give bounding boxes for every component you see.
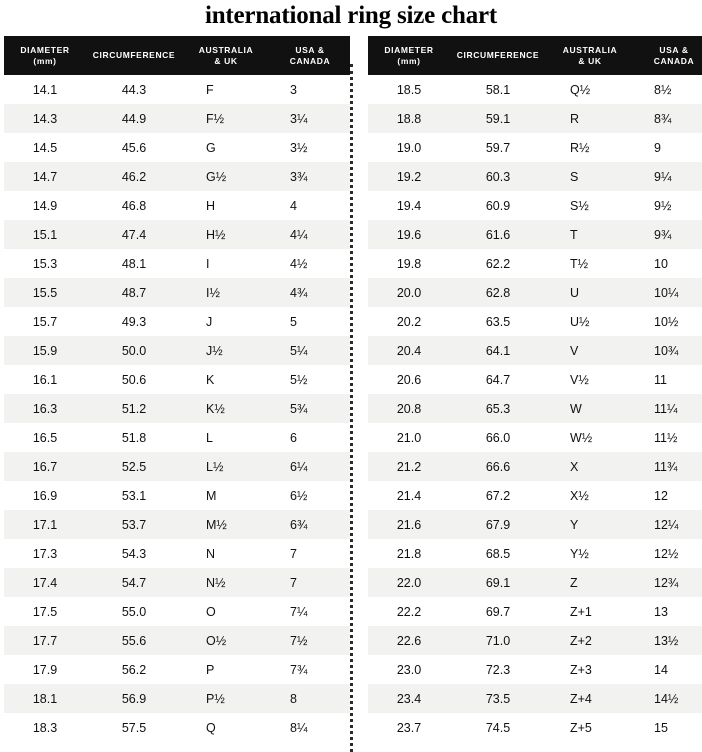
table-header-left [4, 36, 350, 75]
cell-diameter: 20.6 [368, 365, 450, 394]
cell-australia-uk: Y½ [546, 539, 634, 568]
cell-usa-canada: 9¾ [634, 220, 702, 249]
table-row [368, 597, 702, 626]
cell-australia-uk: K [182, 365, 270, 394]
table-row [4, 162, 350, 191]
cell-australia-uk: S½ [546, 191, 634, 220]
cell-usa-canada: 12¼ [634, 510, 702, 539]
cell-diameter: 20.4 [368, 336, 450, 365]
cell-circumference: 72.3 [450, 655, 546, 684]
cell-diameter: 19.6 [368, 220, 450, 249]
table-row [4, 75, 350, 104]
table-row [4, 133, 350, 162]
table-row [368, 568, 702, 597]
cell-diameter: 17.9 [4, 655, 86, 684]
cell-australia-uk: J [182, 307, 270, 336]
cell-australia-uk: V½ [546, 365, 634, 394]
cell-diameter: 23.0 [368, 655, 450, 684]
cell-australia-uk: Z+3 [546, 655, 634, 684]
cell-usa-canada: 14½ [634, 684, 702, 713]
cell-diameter: 19.0 [368, 133, 450, 162]
cell-diameter: 16.3 [4, 394, 86, 423]
cell-diameter: 19.2 [368, 162, 450, 191]
table-row [4, 655, 350, 684]
table-row [4, 684, 350, 713]
column-header-line1: CIRCUMFERENCE [456, 50, 540, 61]
cell-diameter: 21.2 [368, 452, 450, 481]
table-row [368, 452, 702, 481]
cell-australia-uk: X [546, 452, 634, 481]
cell-australia-uk: U [546, 278, 634, 307]
cell-usa-canada: 5 [270, 307, 350, 336]
cell-australia-uk: M [182, 481, 270, 510]
cell-circumference: 55.0 [86, 597, 182, 626]
cell-usa-canada: 4¼ [270, 220, 350, 249]
cell-circumference: 67.9 [450, 510, 546, 539]
cell-diameter: 16.1 [4, 365, 86, 394]
cell-circumference: 48.1 [86, 249, 182, 278]
cell-australia-uk: L½ [182, 452, 270, 481]
left-table-wrapper [4, 36, 334, 742]
cell-circumference: 68.5 [450, 539, 546, 568]
cell-circumference: 44.3 [86, 75, 182, 104]
cell-usa-canada: 4 [270, 191, 350, 220]
table-row [4, 365, 350, 394]
cell-circumference: 74.5 [450, 713, 546, 742]
cell-diameter: 17.4 [4, 568, 86, 597]
cell-australia-uk: L [182, 423, 270, 452]
cell-australia-uk: P½ [182, 684, 270, 713]
cell-australia-uk: Z+5 [546, 713, 634, 742]
cell-circumference: 60.3 [450, 162, 546, 191]
cell-circumference: 46.2 [86, 162, 182, 191]
cell-usa-canada: 7¾ [270, 655, 350, 684]
cell-usa-canada: 10 [634, 249, 702, 278]
column-header-line1: DIAMETER [384, 45, 434, 55]
cell-usa-canada: 5¾ [270, 394, 350, 423]
cell-diameter: 18.3 [4, 713, 86, 742]
column-header-usa-canada [634, 36, 702, 75]
tables-container [0, 36, 702, 752]
cell-usa-canada: 10¼ [634, 278, 702, 307]
table-row [4, 510, 350, 539]
cell-australia-uk: F [182, 75, 270, 104]
cell-usa-canada: 3 [270, 75, 350, 104]
cell-circumference: 51.2 [86, 394, 182, 423]
column-header-diameter [4, 36, 86, 75]
cell-australia-uk: Q½ [546, 75, 634, 104]
ring-size-table-right [368, 36, 702, 742]
table-row [368, 655, 702, 684]
table-row [368, 307, 702, 336]
cell-circumference: 50.0 [86, 336, 182, 365]
cell-usa-canada: 10½ [634, 307, 702, 336]
cell-australia-uk: T½ [546, 249, 634, 278]
cell-circumference: 71.0 [450, 626, 546, 655]
vertical-dotted-divider [344, 36, 358, 752]
cell-usa-canada: 7 [270, 539, 350, 568]
cell-usa-canada: 8¾ [634, 104, 702, 133]
column-header-line1: AUSTRALIA [562, 45, 618, 55]
column-header-usa-canada [270, 36, 350, 75]
cell-diameter: 22.6 [368, 626, 450, 655]
column-header-circumference [86, 36, 182, 75]
cell-usa-canada: 11¼ [634, 394, 702, 423]
cell-circumference: 58.1 [450, 75, 546, 104]
cell-diameter: 23.7 [368, 713, 450, 742]
column-header-line2: & UK [578, 55, 602, 66]
cell-australia-uk: N½ [182, 568, 270, 597]
cell-usa-canada: 3¾ [270, 162, 350, 191]
cell-usa-canada: 14 [634, 655, 702, 684]
table-row [368, 336, 702, 365]
cell-circumference: 45.6 [86, 133, 182, 162]
cell-circumference: 64.1 [450, 336, 546, 365]
ring-size-table-left [4, 36, 350, 742]
cell-diameter: 21.8 [368, 539, 450, 568]
cell-usa-canada: 12 [634, 481, 702, 510]
cell-diameter: 15.1 [4, 220, 86, 249]
table-row [368, 162, 702, 191]
cell-diameter: 17.5 [4, 597, 86, 626]
cell-circumference: 53.1 [86, 481, 182, 510]
table-row [368, 278, 702, 307]
cell-circumference: 62.8 [450, 278, 546, 307]
column-header-line2: (mm) [397, 55, 421, 66]
cell-diameter: 21.0 [368, 423, 450, 452]
cell-usa-canada: 9½ [634, 191, 702, 220]
cell-diameter: 20.0 [368, 278, 450, 307]
cell-usa-canada: 3¼ [270, 104, 350, 133]
table-row [368, 481, 702, 510]
cell-usa-canada: 5¼ [270, 336, 350, 365]
cell-diameter: 18.8 [368, 104, 450, 133]
cell-australia-uk: R [546, 104, 634, 133]
table-row [368, 75, 702, 104]
cell-usa-canada: 11 [634, 365, 702, 394]
table-row [368, 510, 702, 539]
cell-usa-canada: 11½ [634, 423, 702, 452]
cell-diameter: 17.7 [4, 626, 86, 655]
table-row [368, 713, 702, 742]
cell-australia-uk: Z+4 [546, 684, 634, 713]
cell-australia-uk: P [182, 655, 270, 684]
column-header-line1: CIRCUMFERENCE [92, 50, 176, 61]
column-header-line1: USA & [659, 45, 689, 55]
cell-circumference: 63.5 [450, 307, 546, 336]
cell-usa-canada: 4½ [270, 249, 350, 278]
table-row [4, 104, 350, 133]
cell-circumference: 69.1 [450, 568, 546, 597]
cell-usa-canada: 6 [270, 423, 350, 452]
cell-usa-canada: 9 [634, 133, 702, 162]
cell-usa-canada: 12½ [634, 539, 702, 568]
cell-diameter: 20.8 [368, 394, 450, 423]
cell-usa-canada: 5½ [270, 365, 350, 394]
cell-usa-canada: 8½ [634, 75, 702, 104]
cell-australia-uk: Z+2 [546, 626, 634, 655]
cell-australia-uk: J½ [182, 336, 270, 365]
cell-diameter: 18.5 [368, 75, 450, 104]
cell-circumference: 61.6 [450, 220, 546, 249]
cell-australia-uk: F½ [182, 104, 270, 133]
column-header-line1: USA & [295, 45, 325, 55]
cell-diameter: 16.7 [4, 452, 86, 481]
cell-australia-uk: Z [546, 568, 634, 597]
table-row [4, 278, 350, 307]
cell-circumference: 69.7 [450, 597, 546, 626]
cell-circumference: 44.9 [86, 104, 182, 133]
cell-diameter: 23.4 [368, 684, 450, 713]
table-header-right [368, 36, 702, 75]
header-row [4, 36, 350, 75]
column-header-line2: CANADA [289, 55, 331, 66]
page-title: international ring size chart [204, 2, 498, 29]
cell-diameter: 15.5 [4, 278, 86, 307]
cell-circumference: 47.4 [86, 220, 182, 249]
cell-usa-canada: 3½ [270, 133, 350, 162]
dotted-line [350, 64, 353, 752]
table-row [4, 423, 350, 452]
cell-usa-canada: 6¼ [270, 452, 350, 481]
cell-circumference: 60.9 [450, 191, 546, 220]
cell-circumference: 56.9 [86, 684, 182, 713]
cell-diameter: 22.2 [368, 597, 450, 626]
column-header-line2: CANADA [653, 55, 695, 66]
cell-australia-uk: Z+1 [546, 597, 634, 626]
cell-diameter: 17.1 [4, 510, 86, 539]
column-header-line1: DIAMETER [20, 45, 70, 55]
cell-usa-canada: 4¾ [270, 278, 350, 307]
cell-australia-uk: W½ [546, 423, 634, 452]
cell-australia-uk: K½ [182, 394, 270, 423]
column-header-diameter [368, 36, 450, 75]
cell-usa-canada: 13½ [634, 626, 702, 655]
table-row [368, 133, 702, 162]
cell-circumference: 57.5 [86, 713, 182, 742]
table-row [368, 191, 702, 220]
cell-diameter: 14.5 [4, 133, 86, 162]
cell-usa-canada: 7¼ [270, 597, 350, 626]
table-row [4, 452, 350, 481]
cell-circumference: 51.8 [86, 423, 182, 452]
cell-usa-canada: 15 [634, 713, 702, 742]
column-header-line2: & UK [214, 55, 238, 66]
cell-usa-canada: 13 [634, 597, 702, 626]
table-row [4, 539, 350, 568]
cell-diameter: 20.2 [368, 307, 450, 336]
table-row [368, 539, 702, 568]
cell-diameter: 14.9 [4, 191, 86, 220]
cell-usa-canada: 11¾ [634, 452, 702, 481]
table-row [368, 220, 702, 249]
table-row [4, 626, 350, 655]
cell-circumference: 48.7 [86, 278, 182, 307]
table-row [368, 249, 702, 278]
cell-usa-canada: 8¼ [270, 713, 350, 742]
header-row [368, 36, 702, 75]
cell-australia-uk: T [546, 220, 634, 249]
cell-circumference: 59.1 [450, 104, 546, 133]
cell-circumference: 54.3 [86, 539, 182, 568]
table-row [368, 365, 702, 394]
table-row [4, 481, 350, 510]
column-header-line2: (mm) [33, 55, 57, 66]
cell-circumference: 46.8 [86, 191, 182, 220]
table-row [4, 249, 350, 278]
table-row [368, 423, 702, 452]
cell-australia-uk: W [546, 394, 634, 423]
cell-diameter: 19.8 [368, 249, 450, 278]
cell-circumference: 59.7 [450, 133, 546, 162]
cell-circumference: 56.2 [86, 655, 182, 684]
cell-australia-uk: R½ [546, 133, 634, 162]
cell-usa-canada: 12¾ [634, 568, 702, 597]
cell-circumference: 66.0 [450, 423, 546, 452]
table-row [368, 394, 702, 423]
cell-diameter: 19.4 [368, 191, 450, 220]
cell-australia-uk: H [182, 191, 270, 220]
column-header-circumference [450, 36, 546, 75]
table-body-right [368, 75, 702, 742]
cell-australia-uk: G [182, 133, 270, 162]
cell-diameter: 17.3 [4, 539, 86, 568]
cell-australia-uk: H½ [182, 220, 270, 249]
cell-circumference: 73.5 [450, 684, 546, 713]
cell-australia-uk: S [546, 162, 634, 191]
cell-diameter: 15.9 [4, 336, 86, 365]
table-row [4, 597, 350, 626]
cell-diameter: 14.3 [4, 104, 86, 133]
cell-diameter: 16.9 [4, 481, 86, 510]
cell-diameter: 15.3 [4, 249, 86, 278]
cell-diameter: 16.5 [4, 423, 86, 452]
cell-australia-uk: I [182, 249, 270, 278]
table-body-left [4, 75, 350, 742]
cell-usa-canada: 6¾ [270, 510, 350, 539]
cell-usa-canada: 9¼ [634, 162, 702, 191]
cell-australia-uk: O [182, 597, 270, 626]
cell-usa-canada: 7½ [270, 626, 350, 655]
cell-australia-uk: Y [546, 510, 634, 539]
cell-usa-canada: 7 [270, 568, 350, 597]
cell-diameter: 14.1 [4, 75, 86, 104]
cell-usa-canada: 10¾ [634, 336, 702, 365]
cell-circumference: 65.3 [450, 394, 546, 423]
table-row [4, 568, 350, 597]
cell-circumference: 66.6 [450, 452, 546, 481]
cell-diameter: 21.6 [368, 510, 450, 539]
right-table-wrapper [368, 36, 698, 742]
cell-usa-canada: 8 [270, 684, 350, 713]
table-row [4, 713, 350, 742]
cell-australia-uk: G½ [182, 162, 270, 191]
column-header-australia-uk [546, 36, 634, 75]
cell-australia-uk: O½ [182, 626, 270, 655]
cell-australia-uk: N [182, 539, 270, 568]
cell-australia-uk: M½ [182, 510, 270, 539]
table-row [4, 394, 350, 423]
cell-diameter: 22.0 [368, 568, 450, 597]
cell-diameter: 15.7 [4, 307, 86, 336]
cell-diameter: 14.7 [4, 162, 86, 191]
cell-circumference: 52.5 [86, 452, 182, 481]
table-row [368, 626, 702, 655]
table-row [368, 104, 702, 133]
cell-circumference: 62.2 [450, 249, 546, 278]
column-header-australia-uk [182, 36, 270, 75]
cell-circumference: 64.7 [450, 365, 546, 394]
ring-size-chart-page [0, 2, 702, 749]
cell-australia-uk: X½ [546, 481, 634, 510]
table-row [4, 191, 350, 220]
cell-circumference: 54.7 [86, 568, 182, 597]
cell-australia-uk: U½ [546, 307, 634, 336]
table-row [4, 336, 350, 365]
cell-diameter: 18.1 [4, 684, 86, 713]
column-header-line1: AUSTRALIA [198, 45, 254, 55]
table-row [4, 220, 350, 249]
cell-circumference: 67.2 [450, 481, 546, 510]
cell-australia-uk: Q [182, 713, 270, 742]
cell-usa-canada: 6½ [270, 481, 350, 510]
cell-diameter: 21.4 [368, 481, 450, 510]
cell-circumference: 50.6 [86, 365, 182, 394]
cell-australia-uk: I½ [182, 278, 270, 307]
cell-circumference: 53.7 [86, 510, 182, 539]
cell-circumference: 49.3 [86, 307, 182, 336]
cell-circumference: 55.6 [86, 626, 182, 655]
cell-australia-uk: V [546, 336, 634, 365]
table-row [368, 684, 702, 713]
table-row [4, 307, 350, 336]
